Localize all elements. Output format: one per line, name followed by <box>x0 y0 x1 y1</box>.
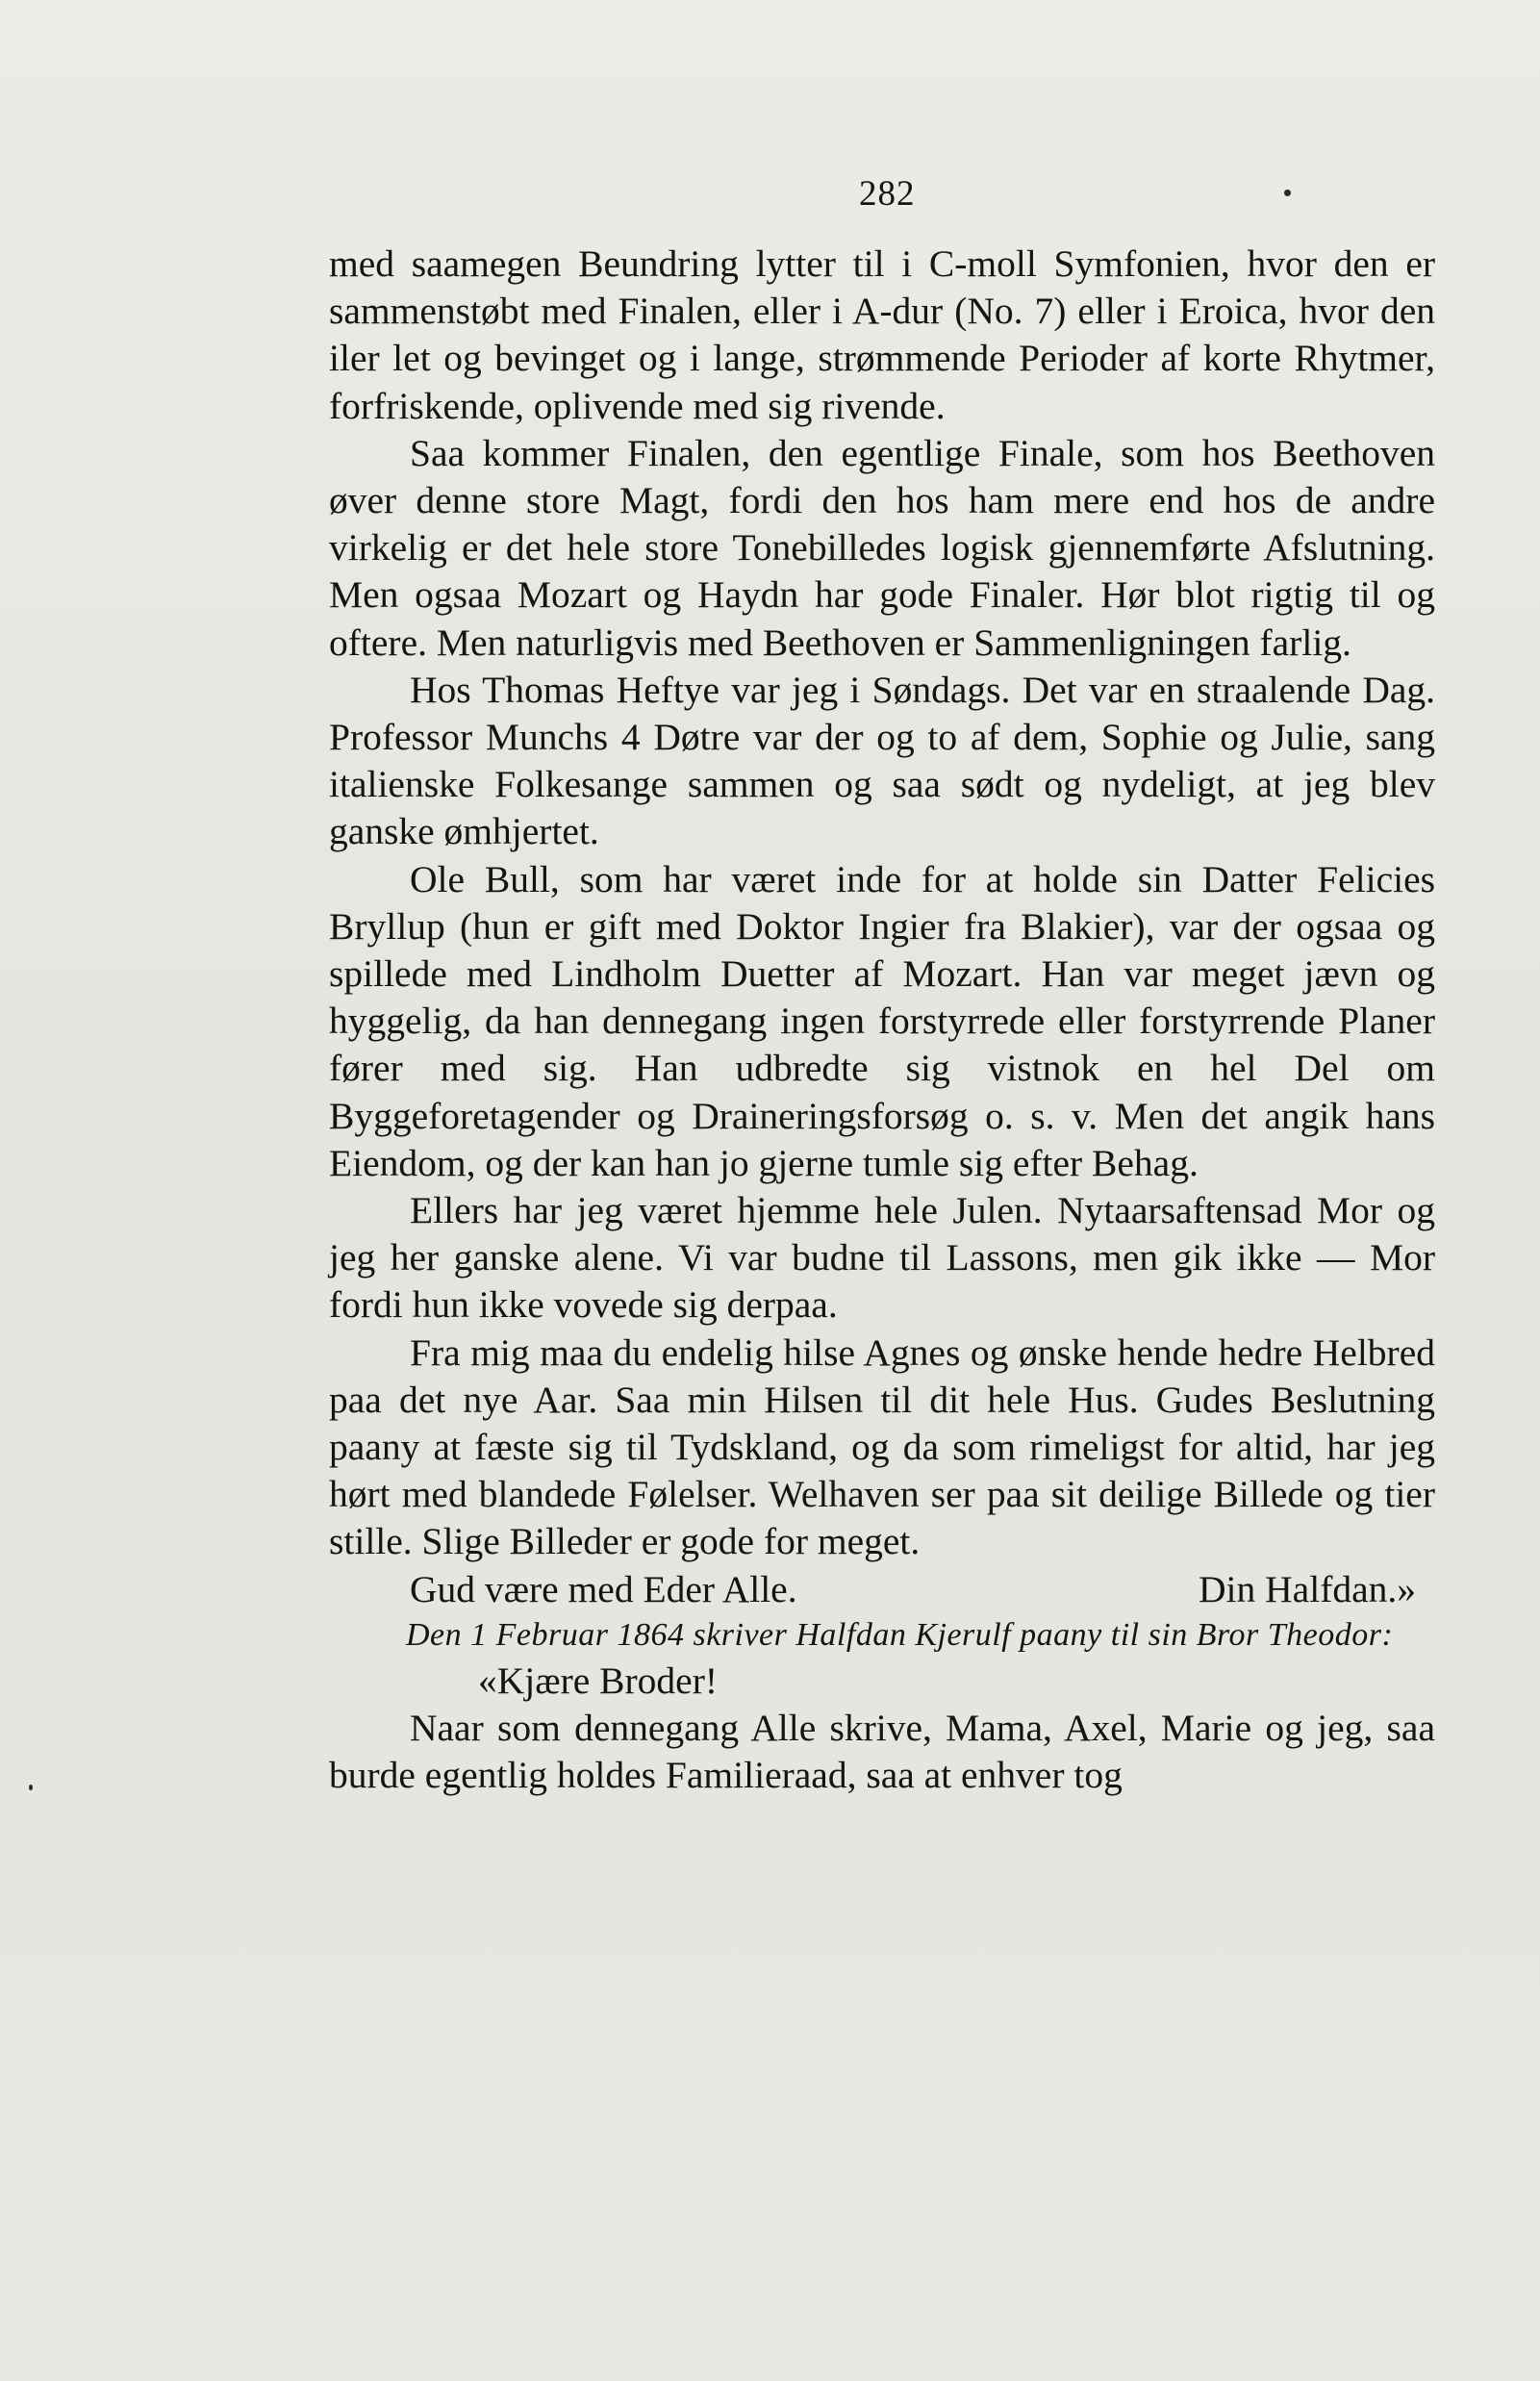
letter-salutation: «Kjære Broder! <box>478 1659 718 1702</box>
paragraph-continued: med saamegen Beundring lytter til i C-moll Symfonien, hvor den er sammenstøbt med Finalen, eller i A-dur (No. 7) eller i Eroica, hvor den iler let og bevinget og i lange, strømmende Perioder af korte Rhytmer, forfriskende, oplivende med sig rivende. <box>329 242 1435 427</box>
closing-signature: Din Halfdan.» <box>1199 1567 1416 1610</box>
closing-blessing: Gud være med Eder Alle. <box>410 1567 797 1610</box>
paragraph-ole-bull: Ole Bull, som har været inde for at holde sin Datter Felicies Bryllup (hun er gift med Doktor Ingier fra Blakier), var der ogsaa og spillede med Lindholm Duetter af Mozart. Han var meget jævn og hyggelig, da han dennegang ingen forstyrrede eller forstyrrende Planer fører med sig. Han udbredte sig vistnok en hel Del om Byggeforetagender og Draineringsforsøg o. s. v. Men det angik hans Eiendom, og der kan han jo gjerne tumle sig efter Behag. <box>329 857 1435 1184</box>
page-number: 282 <box>859 174 916 214</box>
paragraph-julen: Ellers har jeg været hjemme hele Julen. Nytaarsaftensad Mor og jeg her ganske alene. Vi var budne til Lassons, men gik ikke — Mor fordi hun ikke vovede sig derpaa. <box>329 1189 1435 1327</box>
page-body <box>329 241 1435 1800</box>
paragraph-finale: Saa kommer Finalen, den egentlige Finale, som hos Beethoven øver denne store Magt, fordi den hos ham mere end hos de andre virkelig er det hele store Tonebilledes logisk gjennemførte Afslutning. Men ogsaa Mozart og Haydn har gode Finaler. Hør blot rigtig til og oftere. Men naturligvis med Beethoven er Sammenligningen farlig. <box>329 431 1435 664</box>
letter-closing <box>329 1566 1435 1613</box>
ink-speck <box>29 1785 33 1790</box>
ink-speck <box>1284 190 1291 196</box>
paragraph-greetings: Fra mig maa du endelig hilse Agnes og ønske hende hedre Helbred paa det nye Aar. Saa min Hilsen til dit hele Hus. Gudes Beslutning paany at fæste sig til Tydskland, og da som rimeligst for altid, har jeg hørt med blandede Følelser. Welhaven ser paa sit deilige Billede og tier stille. Slige Billeder er gode for meget. <box>329 1330 1435 1563</box>
letter-paragraph: Naar som dennegang Alle skrive, Mama, Axel, Marie og jeg, saa burde egentlig holdes Familieraad, saa at enhver tog <box>329 1707 1435 1797</box>
editorial-caption: Den 1 Februar 1864 skriver Halfdan Kjerulf paany til sin Bror Theodor: <box>406 1616 1394 1653</box>
paragraph-heftye: Hos Thomas Heftye var jeg i Søndags. Det var en straalende Dag. Professor Munchs 4 Døtre var der og to af dem, Sophie og Julie, sang italienske Folkesange sammen og saa sødt og nydeligt, at jeg blev ganske ømhjertet. <box>329 668 1435 853</box>
